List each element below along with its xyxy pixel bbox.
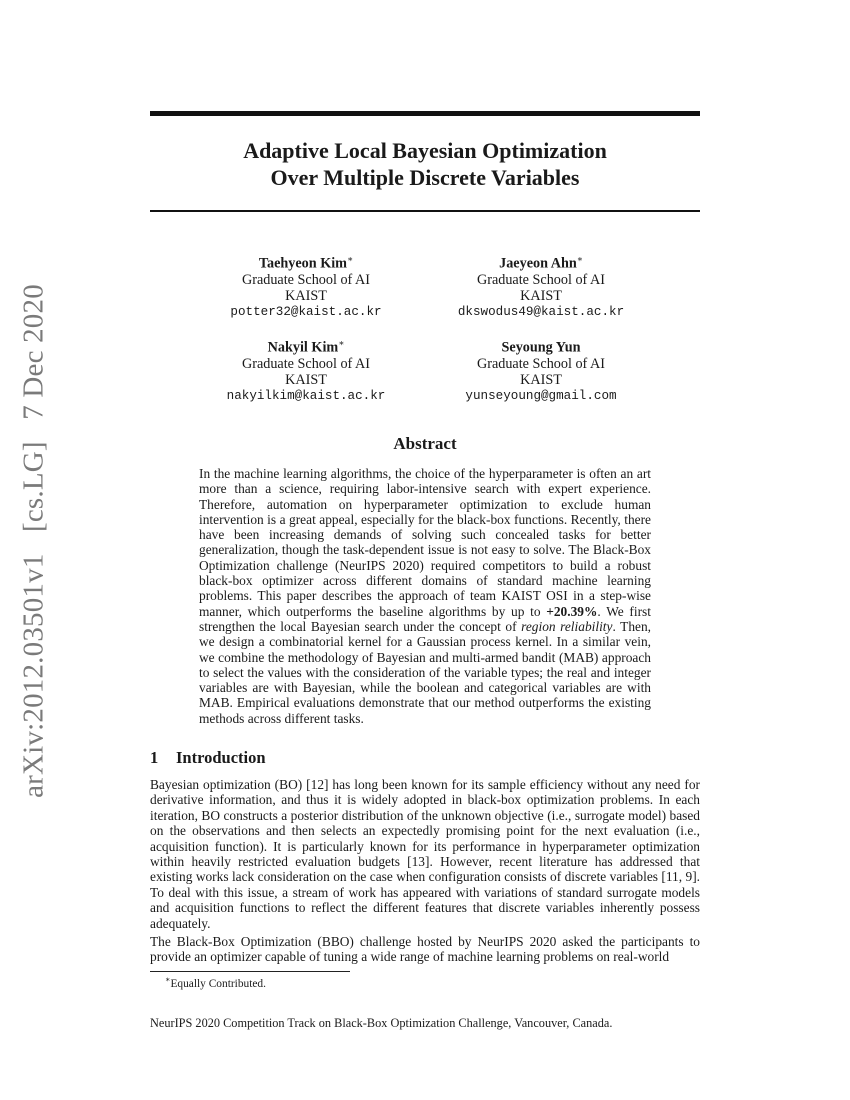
author-name: Taehyeon Kim∗ (258, 254, 354, 272)
footnote: ∗Equally Contributed. (165, 975, 266, 990)
author-affiliation: Graduate School of AI (476, 355, 606, 372)
abstract-body: In the machine learning algorithms, the choice of the hyperparameter is often an art more than a science, requiring labor-intensive search with expert experience. Therefore, automation on hyperparameter optimization to exclude human intervention is a great appeal, especially for the black-box functions. Recently, there have been increasing demands of solving such concealed tasks for better generalization, though the task-dependent issue is not easy to solve. The Black-Box Optimization challenge (NeurIPS 2020) required competitors to build a robust black-box optimizer across different domains of standard machine learning problems. This paper describes the approach of team KAIST OSI in a step-wise manner, which outperforms the baseline algorithms by up to +20.39%. We first strengthen the local Bayesian search under the concept of region reliability. Then, we design a combinatorial kernel for a Gaussian process kernel. In a similar vein, we combine the methodology of Bayesian and multi-armed bandit (MAB) approach to select the values with the consideration of the variable types; the real and integer variables are with Bayesian, while the boolean and categorical variables are with MAB. Empirical evaluations demonstrate that our method outperforms the existing methods across different tasks. (199, 466, 651, 726)
author-affiliation: Graduate School of AI (241, 271, 371, 288)
intro-paragraph-1: Bayesian optimization (BO) [12] has long been known for its sample efficiency without any need for derivative information, and thus it is widely adopted in black-box optimization problems. In each iteration, BO constructs a posterior distribution of the unknown objective (i.e., surrogate model) based on the observations and then selects an expectedly promising point for the next evaluation (i.e., acquisition function). It is particularly known for its performance in hyperparameter optimization within heavily restricted evaluation budgets [13]. However, recent literature has addressed that existing works lack consideration on the case when configuration consists of discrete variables [11, 9]. To deal with this issue, a stream of work has appeared with variations of standard surrogate models and acquisition functions to reflect the different features that discrete variables inherently possess adequately. (150, 777, 700, 931)
author-affiliation: Graduate School of AI (241, 355, 371, 372)
arxiv-stamp (18, 270, 51, 798)
title-top-rule (150, 111, 700, 116)
author-block (186, 251, 426, 320)
intro-paragraph-2: The Black-Box Optimization (BBO) challenge hosted by NeurIPS 2020 asked the participants to provide an optimizer capable of tuning a wide range of machine learning problems on real-world (150, 934, 700, 965)
title-line-2: Over Multiple Discrete Variables (270, 165, 580, 190)
author-block (186, 335, 426, 404)
author-email[interactable]: potter32@kaist.ac.kr (230, 304, 382, 319)
title-line-1: Adaptive Local Bayesian Optimization (243, 138, 607, 163)
author-affiliation: Graduate School of AI (476, 271, 606, 288)
author-email[interactable]: yunseyoung@gmail.com (465, 388, 617, 403)
author-email[interactable]: nakyilkim@kaist.ac.kr (226, 388, 386, 403)
author-institution: KAIST (520, 371, 562, 388)
author-institution: KAIST (285, 371, 327, 388)
venue-line: NeurIPS 2020 Competition Track on Black-Box Optimization Challenge, Vancouver, Canada. (150, 1016, 613, 1030)
footnote-rule (150, 971, 350, 972)
author-institution: KAIST (285, 287, 327, 304)
title-bottom-rule (150, 210, 700, 212)
author-name: Jaeyeon Ahn∗ (499, 254, 583, 272)
author-institution: KAIST (520, 287, 562, 304)
arxiv-id: arXiv:2012.03501v1 (17, 553, 50, 798)
author-email[interactable]: dkswodus49@kaist.ac.kr (457, 304, 625, 319)
section-number: 1 (150, 748, 159, 767)
author-name: Nakyil Kim∗ (267, 338, 345, 356)
section-title: Introduction (176, 748, 266, 767)
arxiv-category: [cs.LG] (17, 441, 50, 533)
arxiv-date: 7 Dec 2020 (17, 284, 50, 420)
author-block (421, 335, 661, 404)
abstract-heading: Abstract (393, 434, 457, 453)
author-block (421, 251, 661, 320)
section-heading (150, 748, 266, 768)
paper-title (150, 137, 700, 191)
author-name: Seyoung Yun (501, 339, 581, 356)
